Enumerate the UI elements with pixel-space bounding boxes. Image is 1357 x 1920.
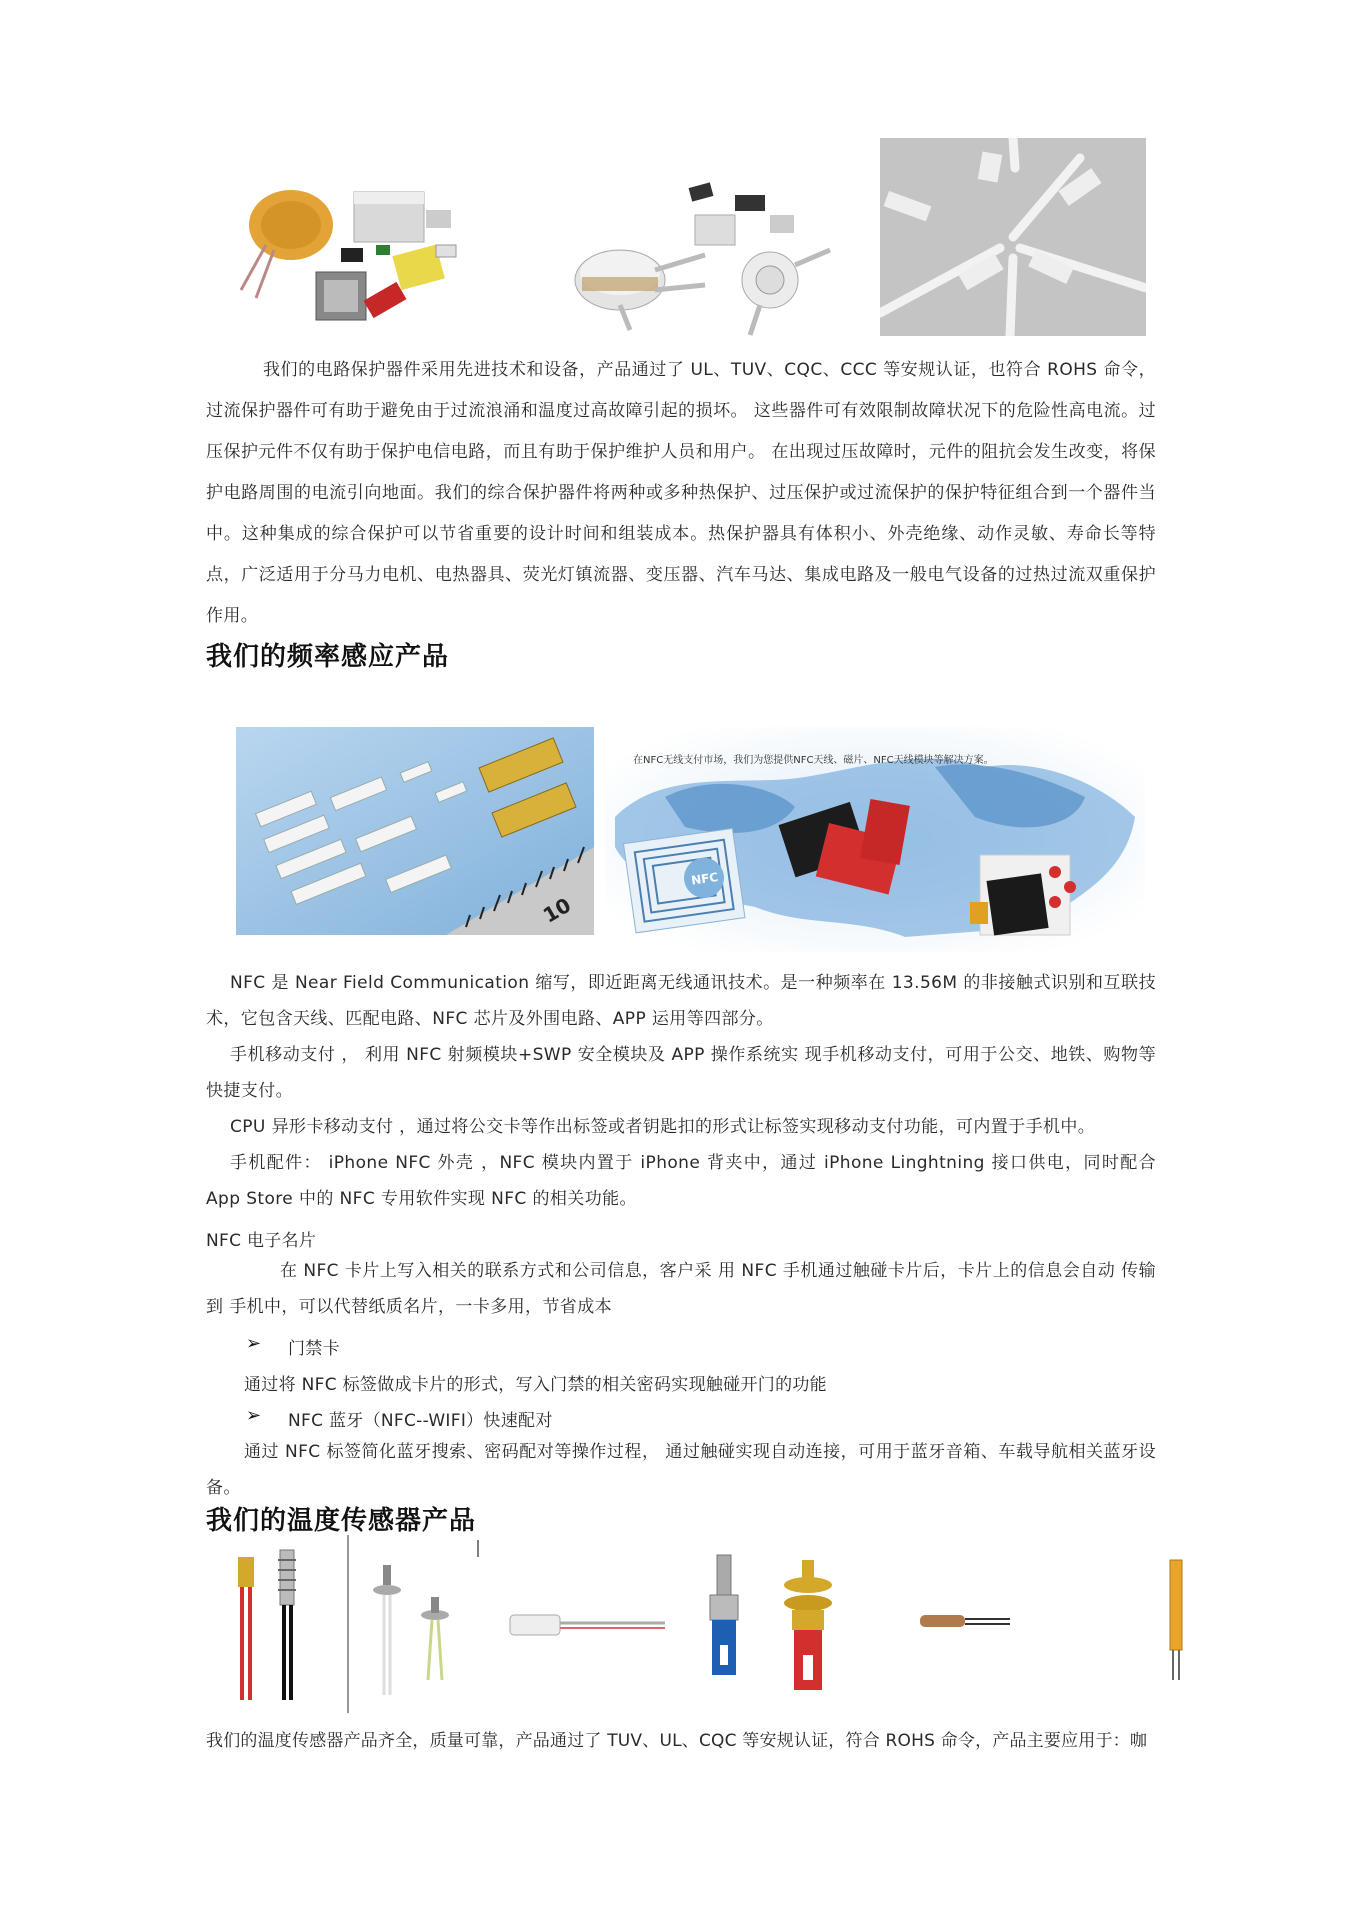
nfc-bluetooth-title: NFC 蓝牙（NFC--WIFI）快速配对 xyxy=(288,1411,553,1431)
nfc-phone-accessory: 手机配件： iPhone NFC 外壳 ，NFC 模块内置于 iPhone 背夹中，通过 iPhone Linghtning 接口供电，同时配合 App Store 中的 NFC 专用软件实现 NFC 的相关功能。 xyxy=(206,1153,1156,1209)
nfc-business-card-text: 在 NFC 卡片上写入相关的联系方式和公司信息，客户采 用 NFC 手机通过触碰卡片后，卡片上的信息会自动 传输 到 手机中，可以代替纸质名片，一卡多用，节省成本 xyxy=(206,1261,1156,1317)
temperature-sensors-photo-strip xyxy=(220,1535,1200,1715)
map-caption: 在NFC无线支付市场，我们为您提供NFC天线、磁片、NFC天线模块等解决方案。 xyxy=(633,755,994,766)
nfc-definition: NFC 是 Near Field Communication 缩写，即近距离无线通讯技术。是一种频率在 13.56M 的非接触式识别和互联技术，它包含天线、匹配电路、NFC 芯片及外围电路、APP 运用等四部分。 xyxy=(206,973,1156,1029)
thermal-protectors-photo xyxy=(880,138,1146,336)
gas-discharge-tubes-photo xyxy=(560,165,840,340)
smd-antenna-components-photo xyxy=(236,727,594,935)
nfc-tag-label: NFC xyxy=(690,869,720,888)
temperature-description: 我们的温度传感器产品齐全，质量可靠，产品通过了 TUV、UL、CQC 等安规认证，符合 ROHS 命令，产品主要应用于：咖 xyxy=(206,1731,1148,1751)
nfc-mobile-payment: 手机移动支付 ， 利用 NFC 射频模块+SWP 安全模块及 APP 操作系统实 现手机移动支付，可用于公交、地铁、购物等快捷支付。 xyxy=(206,1045,1156,1101)
access-card-title: 门禁卡 xyxy=(288,1339,340,1359)
temperature-products-heading: 我们的温度传感器产品 xyxy=(206,1506,477,1536)
bullet-arrow-icon: ➢ xyxy=(246,1405,262,1426)
protection-description: 我们的电路保护器件采用先进技术和设备，产品通过了 UL、TUV、CQC、CCC 等安规认证，也符合 ROHS 命令，过流保护器件可有助于避免由于过流浪涌和温度过高故障引起的损坏。 这些器件可有效限制故障状况下的危险性高电流。过压保护元件不仅有助于保护电信电路，而且有助于保护维护人员和用户。 在出现过压故障时，元件的阻抗会发生改变，将保护电路周围的电流引向地面。我们的综合保护器件将两种或多种热保护、过压保护或过流保护的保护特征组合到一个器件当中。这种集成的综合保护可以节省重要的设计时间和组装成本。热保护器具有体积小、外壳绝缘、动作灵敏、寿命长等特点，广泛适用于分马力电机、电热器具、荧光灯镇流器、变压器、汽车马达、集成电路及一般电气设备的过热过流双重保护作用。 xyxy=(206,360,1156,626)
nfc-bluetooth-text: 通过 NFC 标签简化蓝牙搜索、密码配对等操作过程， 通过触碰实现自动连接，可用于蓝牙音箱、车载导航相关蓝牙设备。 xyxy=(206,1442,1156,1498)
protection-components-photo xyxy=(236,150,476,335)
nfc-cpu-card: CPU 异形卡移动支付 ，通过将公交卡等作出标签或者钥匙扣的形式让标签实现移动支付功能，可内置于手机中。 xyxy=(230,1117,1096,1137)
frequency-products-heading: 我们的频率感应产品 xyxy=(206,642,450,672)
access-card-text: 通过将 NFC 标签做成卡片的形式，写入门禁的相关密码实现触碰开门的功能 xyxy=(244,1375,827,1395)
nfc-business-card-title: NFC 电子名片 xyxy=(206,1231,317,1251)
bullet-arrow-icon: ➢ xyxy=(246,1333,262,1354)
ruler-number: 10 xyxy=(538,892,575,928)
nfc-solutions-map-photo xyxy=(605,727,1145,952)
